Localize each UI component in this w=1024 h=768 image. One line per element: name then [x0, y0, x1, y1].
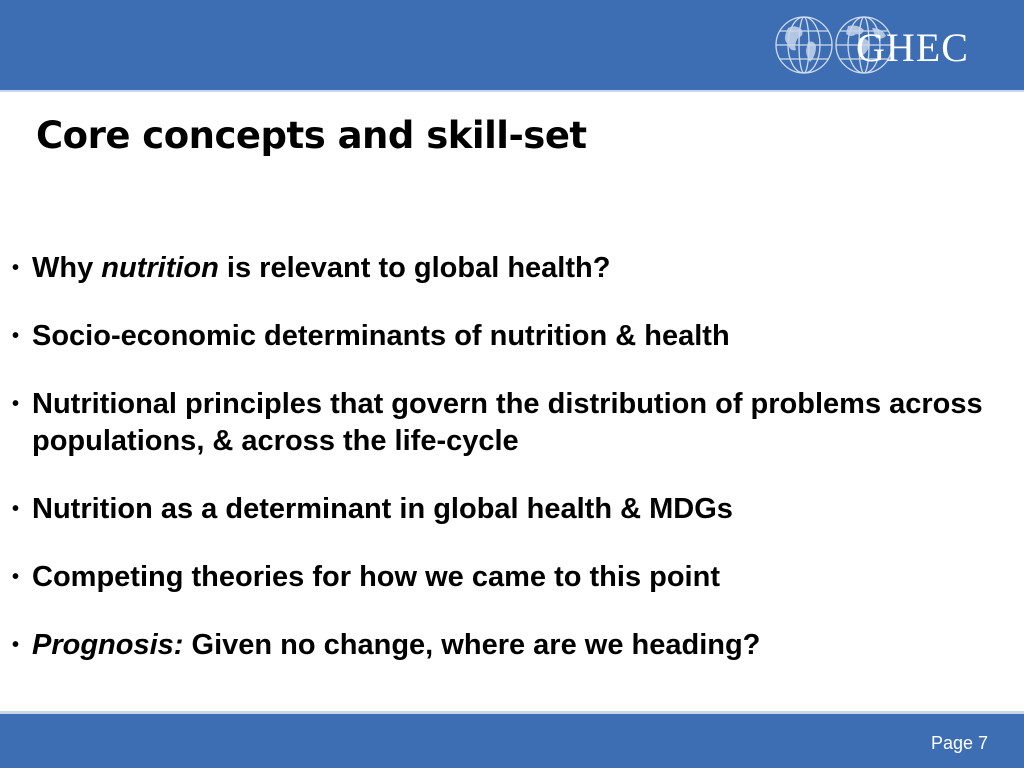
slide-title: Core concepts and skill-set [36, 114, 587, 157]
footer-band [0, 714, 1024, 768]
bullet-text-pre: Nutritional principles that govern the distribution of problems across populations, & across the life-cycle [32, 388, 983, 457]
bullet-list [12, 250, 1002, 695]
bullet-marker: • [12, 566, 20, 588]
bullet-text-emphasis: nutrition [101, 252, 219, 284]
bullet-text-emphasis: Prognosis: [32, 629, 184, 661]
bullet-marker: • [12, 393, 20, 415]
bullet-item [12, 491, 1002, 528]
bullet-marker: • [12, 498, 20, 520]
bullet-text-post: is relevant to global health? [218, 252, 611, 284]
header-band [0, 0, 1024, 90]
bullet-item [12, 318, 1002, 355]
bullet-marker: • [12, 325, 20, 347]
ghec-logo [774, 12, 996, 78]
bullet-item [12, 386, 1002, 460]
bullet-marker: • [12, 257, 20, 279]
logo-text: GHEC [856, 25, 969, 70]
bullet-item [12, 250, 1002, 287]
bullet-text-pre: Competing theories for how we came to this point [32, 561, 720, 593]
bullet-text-pre: Why [32, 252, 102, 284]
header-divider [0, 90, 1024, 92]
bullet-item [12, 559, 1002, 596]
bullet-item [12, 627, 1002, 664]
bullet-marker: • [12, 634, 20, 656]
page-number: Page 7 [930, 733, 988, 753]
bullet-text-pre: Socio-economic determinants of nutrition & health [32, 320, 730, 352]
bullet-text-post: Given no change, where are we heading? [183, 629, 761, 661]
bullet-text-pre: Nutrition as a determinant in global health & MDGs [32, 493, 733, 525]
